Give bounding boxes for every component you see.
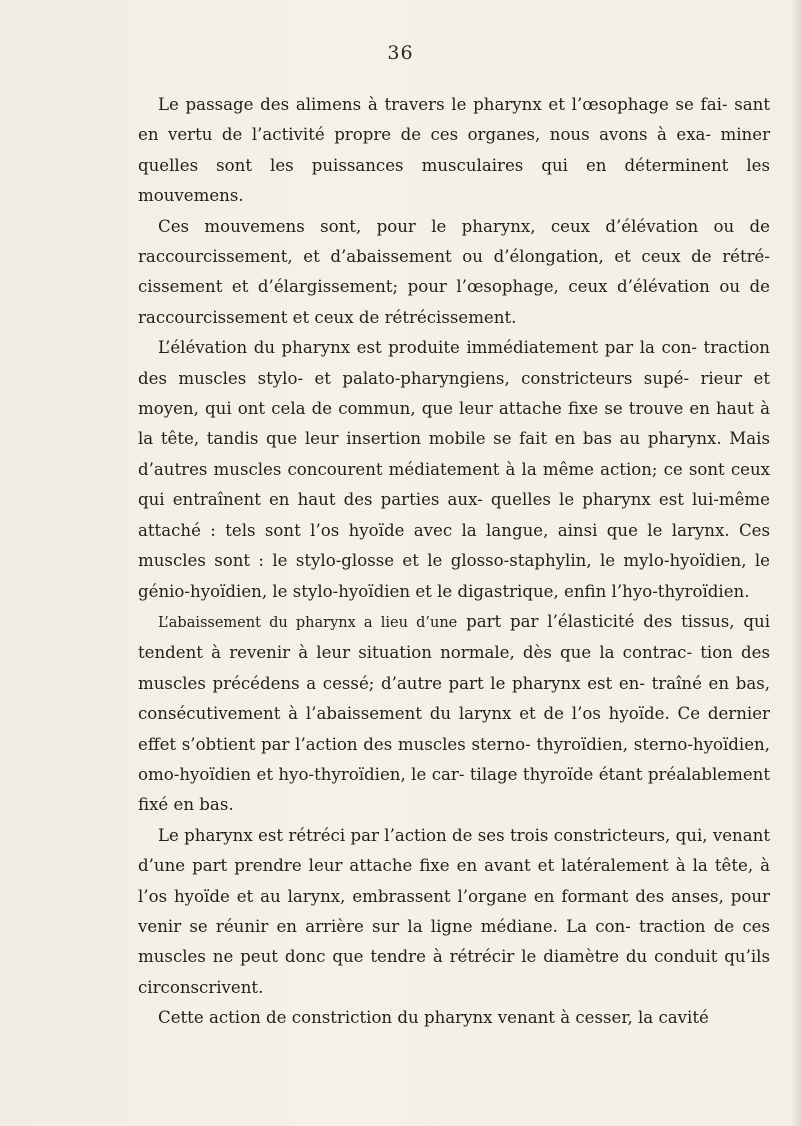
paragraph-6: Cette action de constriction du pharynx venant à cesser, la cavité: [158, 1008, 709, 1028]
paragraph-4-lead: L’abaissement du pharynx a lieu d’une: [158, 614, 458, 631]
body-text: [138, 90, 770, 1034]
paragraph-4: [138, 607, 770, 821]
paragraph-1: Le passage des alimens à travers le pharynx et l’œsophage se fai- sant en vertu de l’activité propre de ces organes, nous avons à exa- miner quelles sont les puissances musculaires qui en déterminent les mouvemens.: [138, 95, 770, 206]
paragraph-4-rest: part par l’élasticité des tissus, qui tendent à revenir à leur situation normale, dès que la contrac- tion des muscles précédens a cessé; d’autre part le pharynx est en- traîné en bas, consécutivement à l’abaissement du larynx et de l’os hyoïde. Ce dernier effet s’obtient par l’action des muscles sterno- thyroïdien, sterno-hyoïdien, omo-hyoïdien et hyo-thyroïdien, le car- tilage thyroïde étant préalablement fixé en bas.: [138, 611, 771, 815]
page-number: 36: [387, 42, 414, 64]
page-edge-shadow: [791, 0, 801, 1126]
paragraph-2: Ces mouvemens sont, pour le pharynx, ceux d’élévation ou de raccourcissement, et d’abaissement ou d’élongation, et ceux de rétré- cissement et d’élargissement; pour l’œsophage, ceux d’élévation ou de raccourcissement et ceux de rétrécissement.: [138, 216, 770, 327]
paragraph-5: Le pharynx est rétréci par l’action de ses trois constricteurs, qui, venant d’une part prendre leur attache fixe en avant et latéralement à la tête, à l’os hyoïde et au larynx, embrassent l’organe en formant des anses, pour venir se réunir en arrière sur la ligne médiane. La con- traction de ces muscles ne peut donc que tendre à rétrécir le diamètre du conduit qu’ils circonscrivent.: [138, 825, 770, 997]
paragraph-3: L’élévation du pharynx est produite immédiatement par la con- traction des muscles stylo- et palato-pharyngiens, constricteurs supé- rieur et moyen, qui ont cela de commun, que leur attache fixe se trouve en haut à la tête, tandis que leur insertion mobile se fait en bas au pharynx. Mais d’autres muscles concourent médiatement à la même action; ce sont ceux qui entraînent en haut des parties aux- quelles le pharynx est lui-même attaché : tels sont l’os hyoïde avec la langue, ainsi que le larynx. Ces muscles sont : le stylo-glosse et le glosso-staphylin, le mylo-hyoïdien, le génio-hyoïdien, le stylo-hyoïdien et le digastrique, enfin l’hyo-thyroïdien.: [138, 338, 770, 601]
